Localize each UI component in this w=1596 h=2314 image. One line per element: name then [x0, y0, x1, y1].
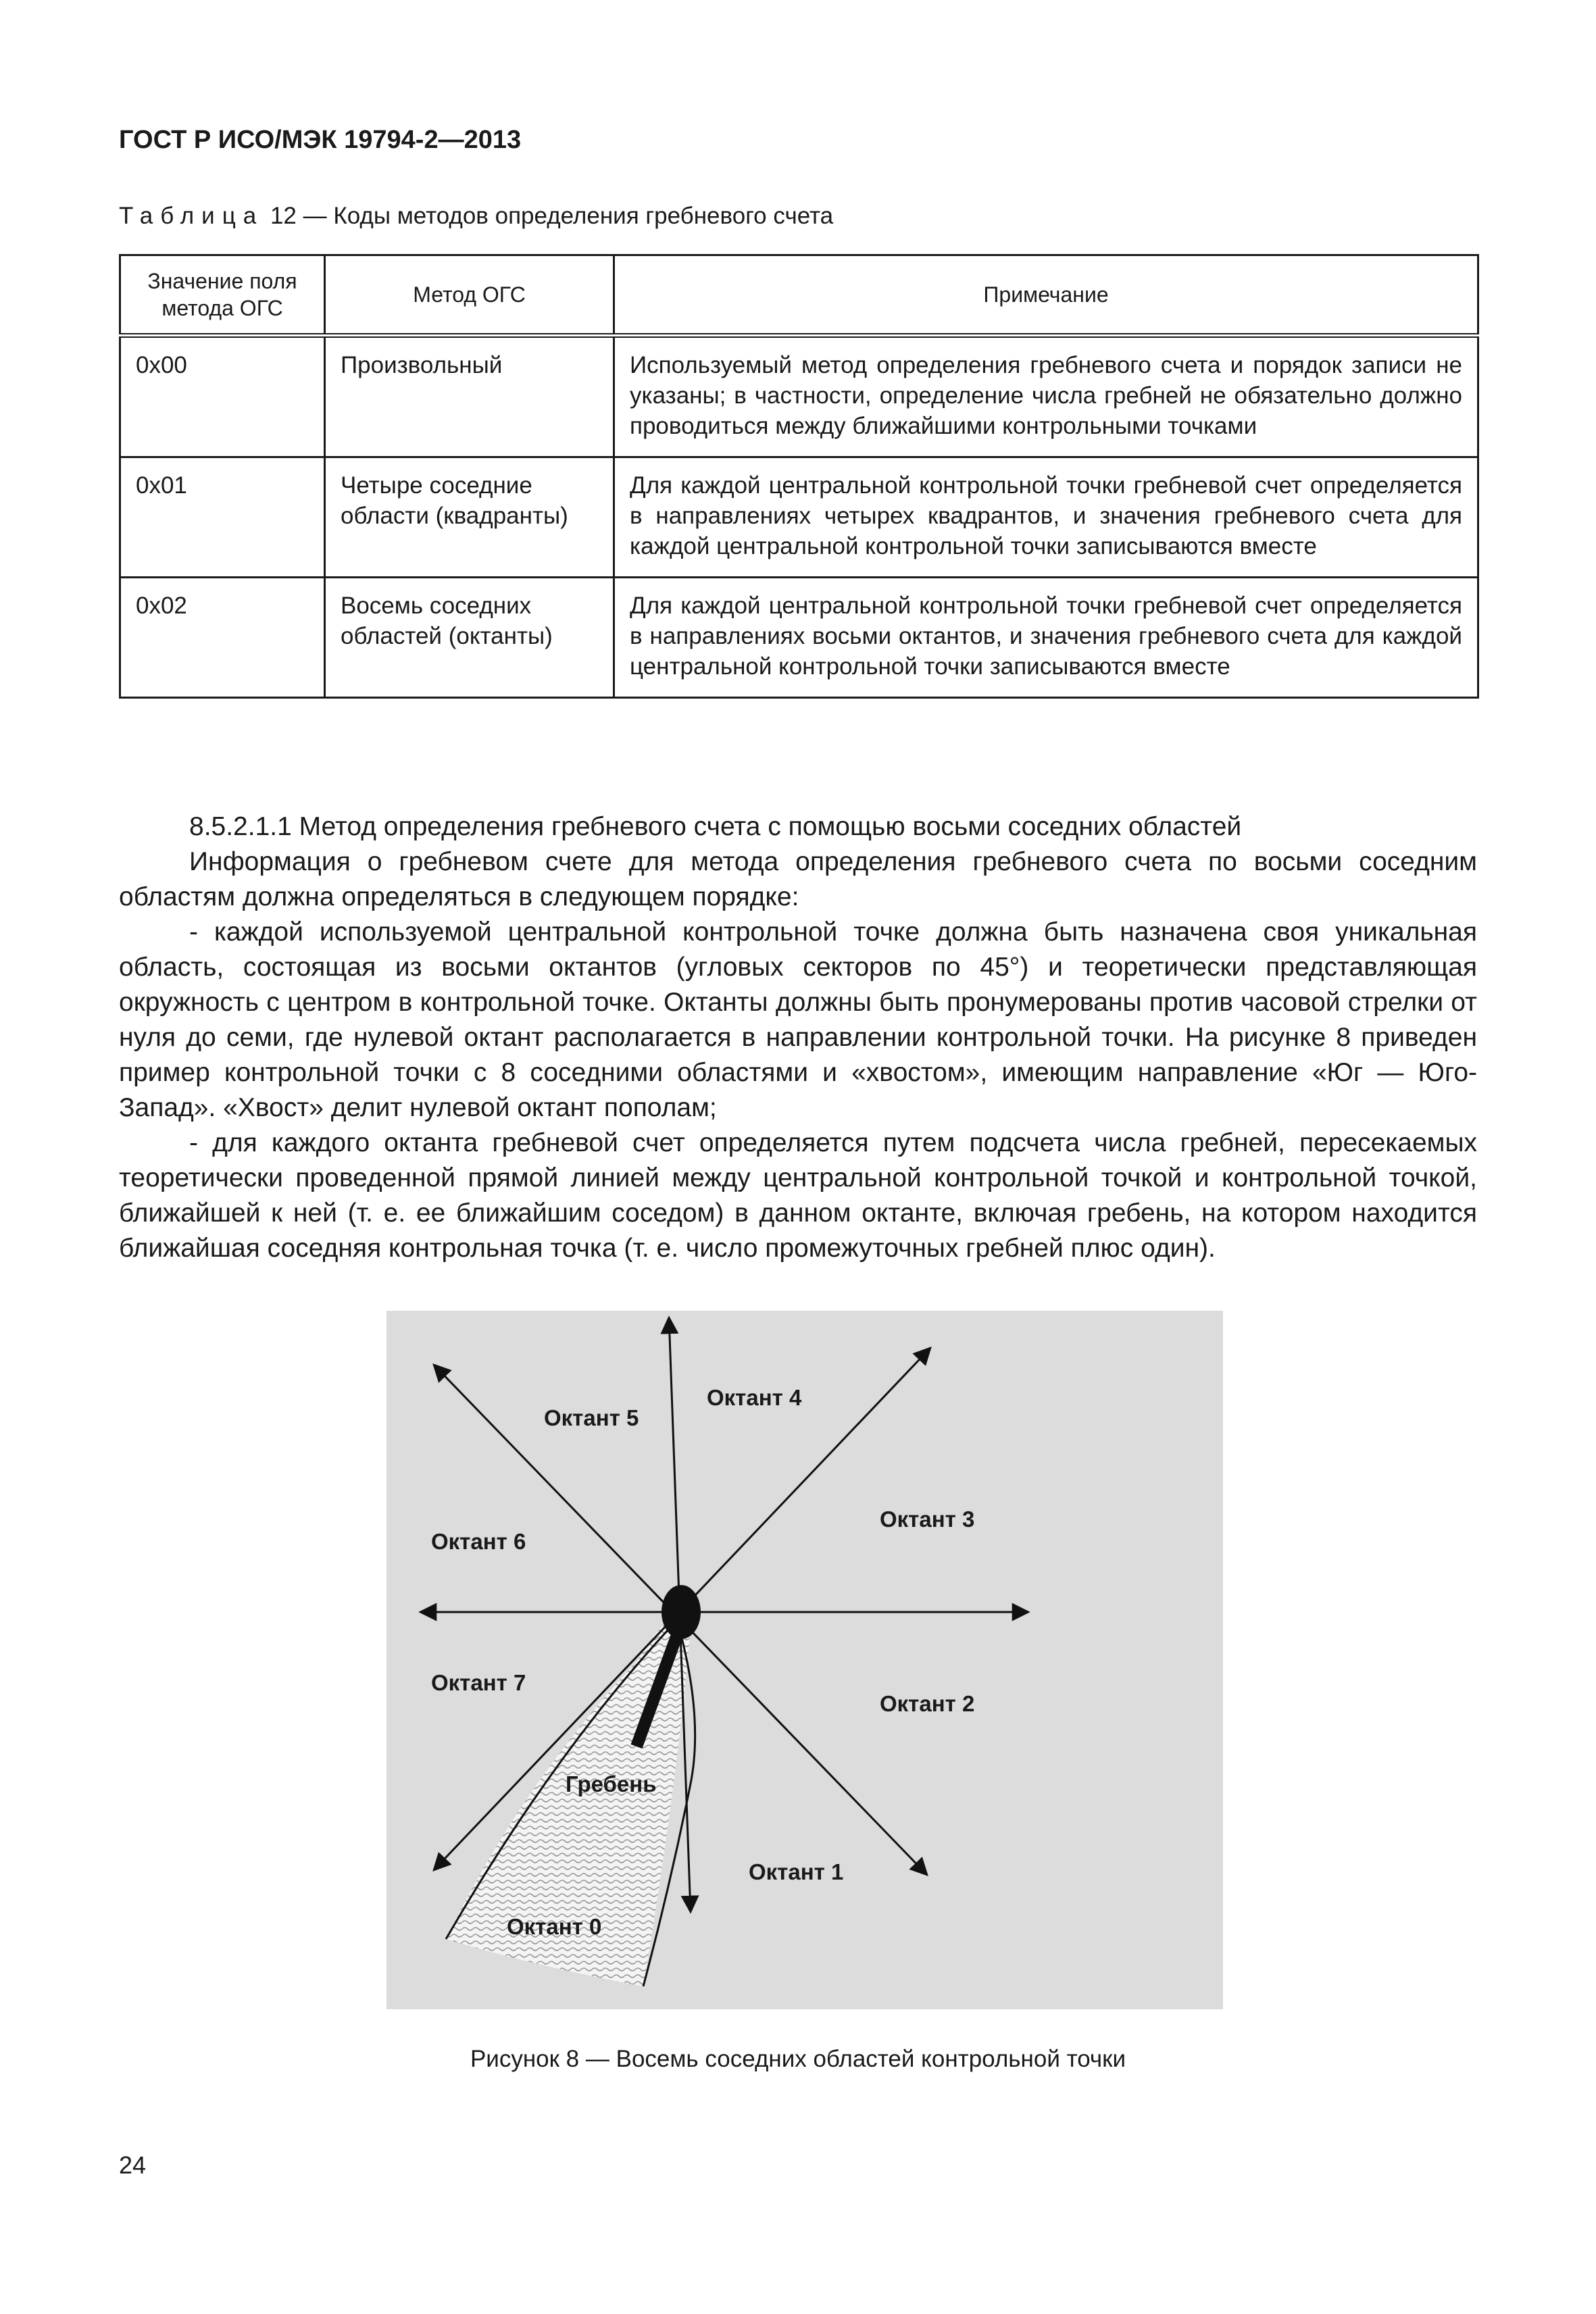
label-ridge: Гребень: [566, 1771, 657, 1796]
octant-figure: [386, 1311, 1223, 2009]
cell-note: Для каждой центральной контрольной точки гребневой счет определяется в направлениях восьми октантов, и значения гребневого счета для каждой центральной контрольной точки записываются вместе: [614, 578, 1478, 698]
table-row: [120, 457, 1478, 578]
section-bullet-1: - каждой используемой центральной контрольной точке должна быть назначена своя уникальная область, состоящая из восьми октантов (угловых секторов по 45°) и теоретически представляющая окружность с центром в контрольной точке. Октанты должны быть пронумерованы против часовой стрелки от нуля до семи, где нулевой октант располагается в направлении контрольной точки. На рисунке 8 приведен пример контрольной точки с 8 соседними областями и «хвостом», имеющим направление «Юг — Юго-Запад». «Хвост» делит нулевой октант пополам;: [119, 917, 1477, 1122]
label-octant-7: Октант 7: [431, 1670, 526, 1695]
octant-diagram: [386, 1311, 1223, 2009]
section-heading: 8.5.2.1.1 Метод определения гребневого счета с помощью восьми соседних областей: [189, 812, 1242, 841]
section-bullet-2: - для каждого октанта гребневой счет определяется путем подсчета числа гребней, пересекаемых теоретически проведенной прямой линией между центральной контрольной точкой и контрольной точкой, ближайшей к ней (т. е. ее ближайшим соседом) в данном октанте, включая гребень, на котором находится ближайшая соседняя контрольная точка (т. е. число промежуточных гребней плюс один).: [119, 1128, 1477, 1263]
page-number: 24: [119, 2151, 147, 2179]
column-header-code: Значение поля метода ОГС: [120, 255, 325, 336]
label-octant-6: Октант 6: [431, 1529, 526, 1554]
table-caption-word: Таблица: [119, 203, 264, 229]
cell-code: 0x01: [120, 457, 325, 578]
section-body: [119, 809, 1477, 1266]
minutia-point: [662, 1585, 701, 1639]
codes-table: [119, 254, 1479, 699]
label-octant-4: Октант 4: [707, 1385, 802, 1410]
table-caption-title: 12 — Коды методов определения гребневого счета: [264, 203, 834, 229]
table-row: [120, 578, 1478, 698]
cell-code: 0x02: [120, 578, 325, 698]
label-octant-0: Октант 0: [507, 1914, 602, 1939]
cell-method: Четыре соседние области (квадранты): [325, 457, 614, 578]
figure-caption: Рисунок 8 — Восемь соседних областей контрольной точки: [470, 2046, 1126, 2072]
label-octant-3: Октант 3: [880, 1507, 975, 1532]
table-caption: [119, 203, 833, 230]
column-header-method: Метод ОГС: [325, 255, 614, 336]
label-octant-5: Октант 5: [544, 1405, 639, 1430]
document-header: ГОСТ Р ИСО/МЭК 19794-2—2013: [119, 126, 522, 154]
column-header-note: Примечание: [614, 255, 1478, 336]
table-row: [120, 336, 1478, 457]
cell-note: Для каждой центральной контрольной точки гребневой счет определяется в направлениях четырех квадрантов, и значения гребневого счета для каждой центральной контрольной точки записываются вместе: [614, 457, 1478, 578]
cell-note: Используемый метод определения гребневого счета и порядок записи не указаны; в частности, определение числа гребней не обязательно должно проводиться между ближайшими контрольными точками: [614, 336, 1478, 457]
cell-code: 0x00: [120, 336, 325, 457]
cell-method: Восемь соседних областей (октанты): [325, 578, 614, 698]
label-octant-1: Октант 1: [749, 1859, 844, 1884]
section-intro: Информация о гребневом счете для метода определения гребневого счета по восьми соседним областям должна определяться в следующем порядке:: [119, 847, 1477, 911]
table-header-row: [120, 255, 1478, 336]
label-octant-2: Октант 2: [880, 1691, 975, 1716]
cell-method: Произвольный: [325, 336, 614, 457]
